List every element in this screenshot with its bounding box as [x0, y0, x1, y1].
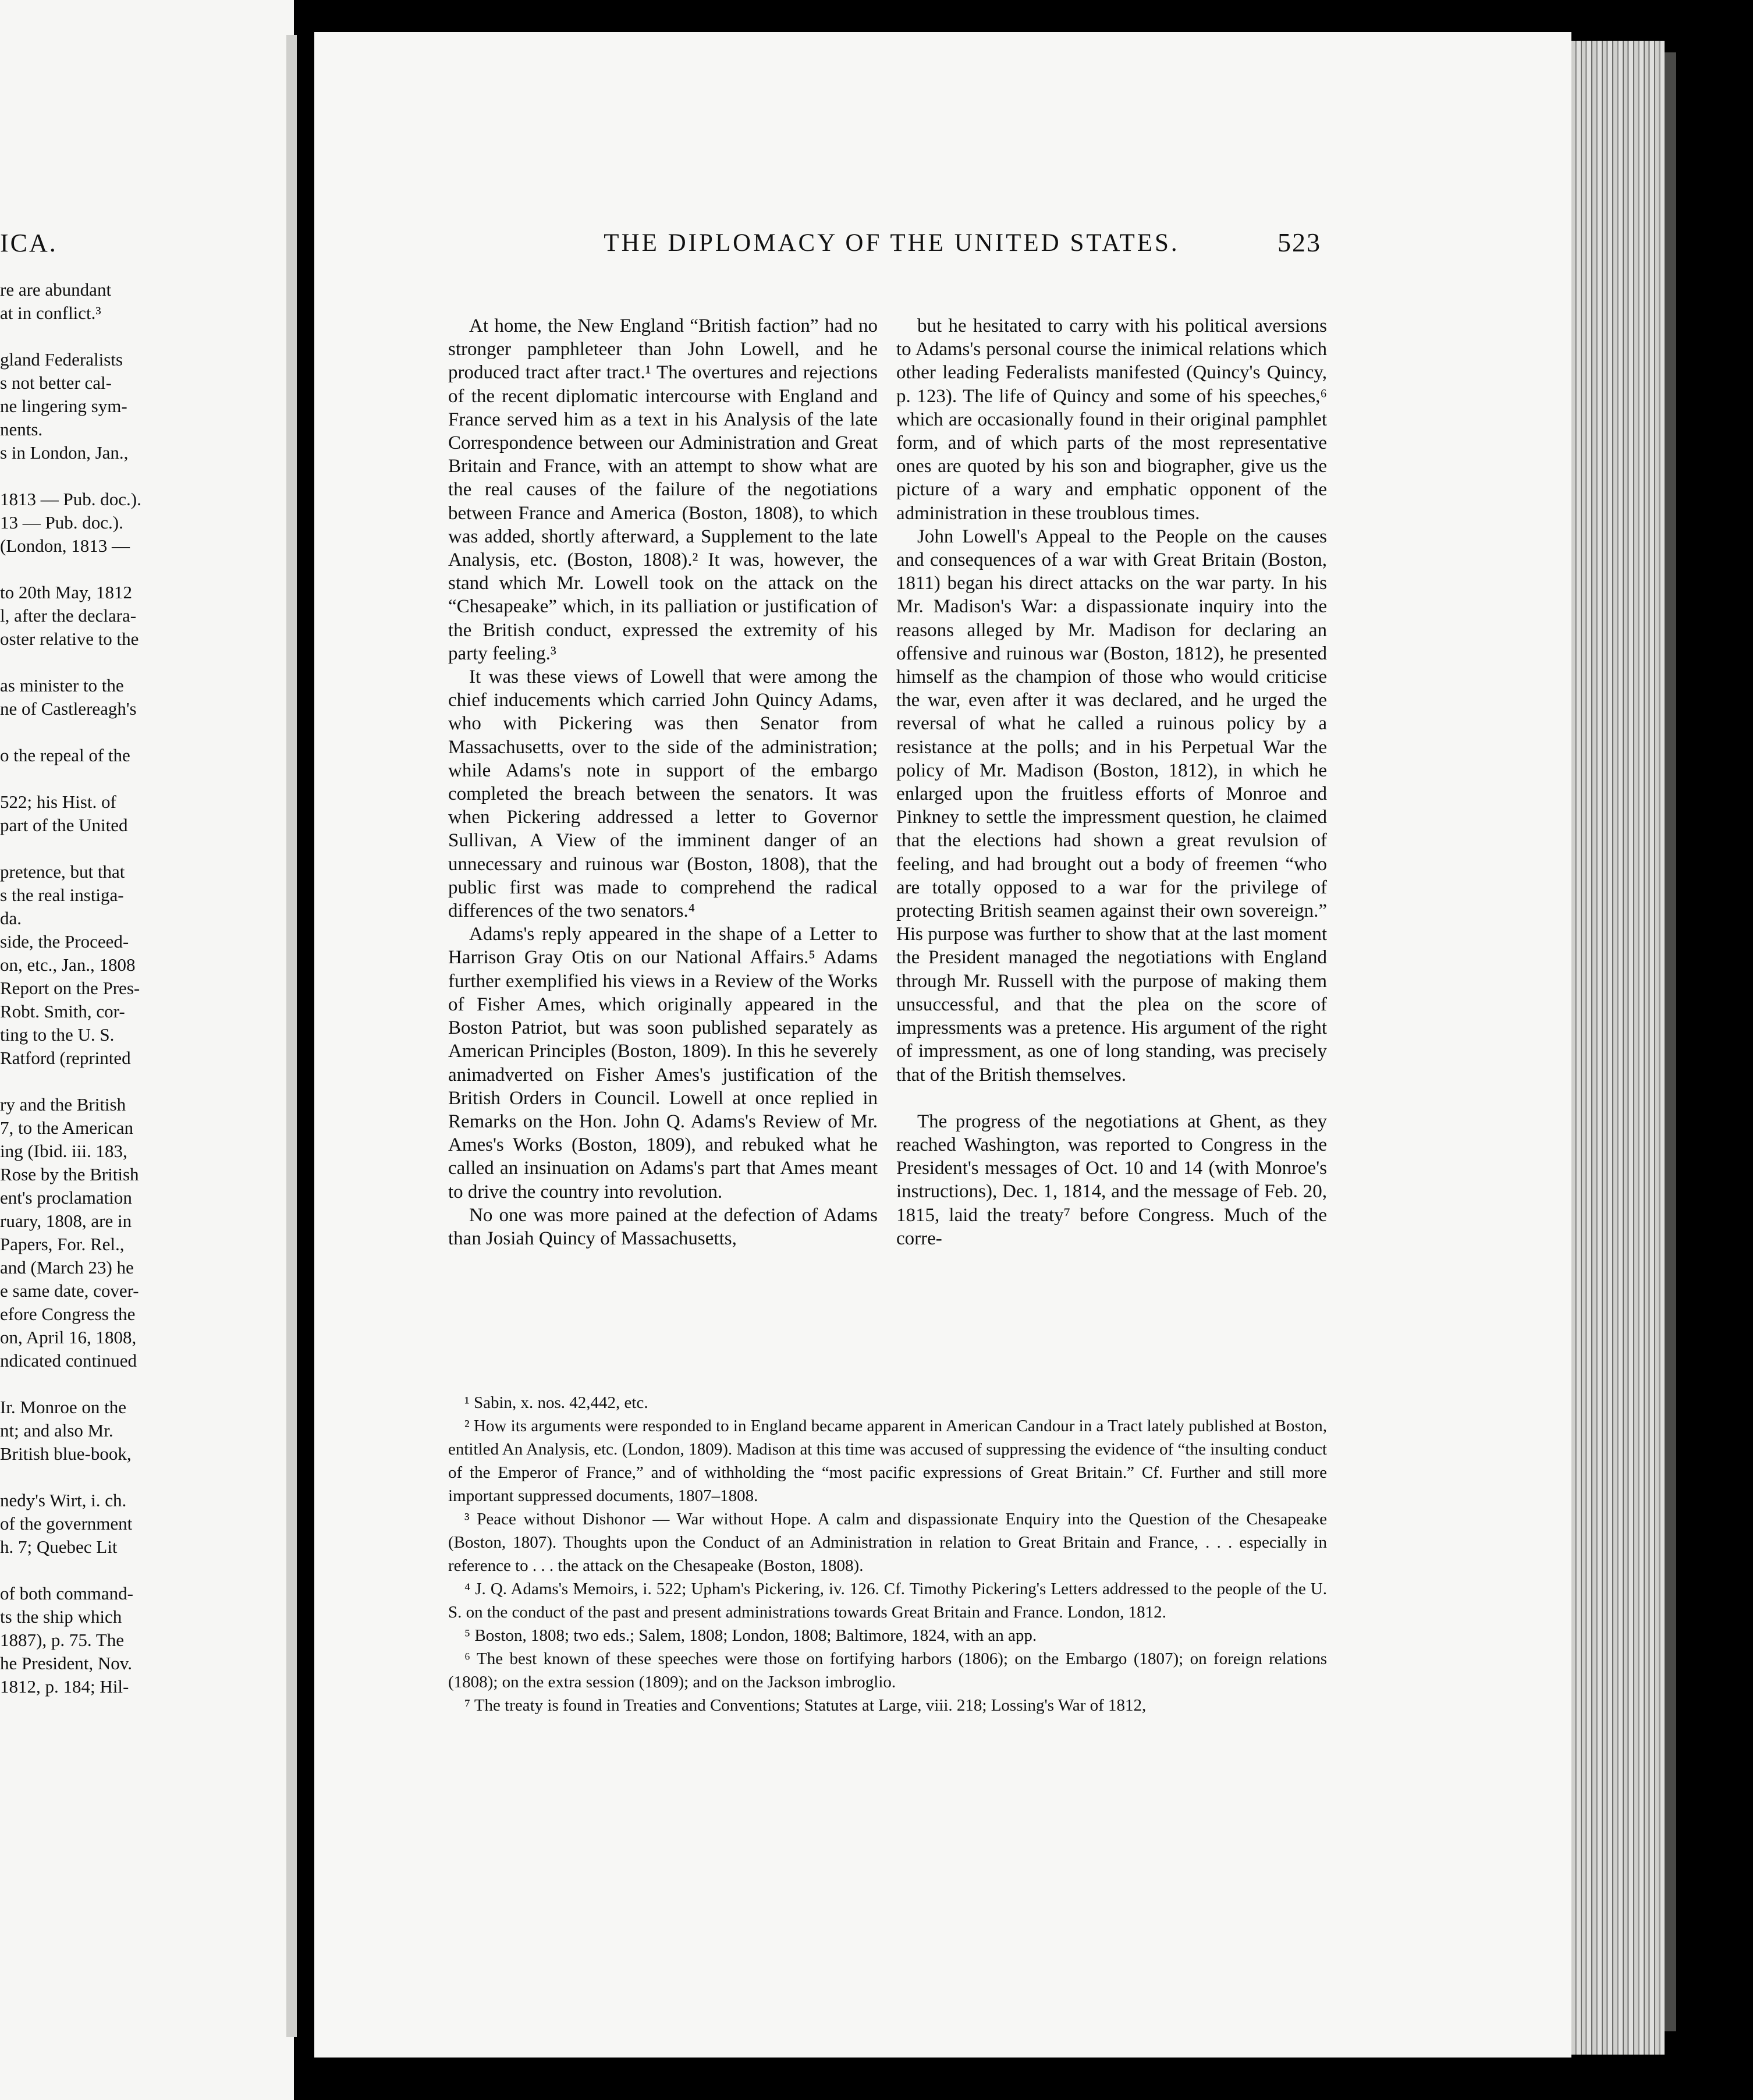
- left-page-line: Ir. Monroe on the: [0, 1397, 126, 1417]
- left-page-line: ruary, 1808, are in: [0, 1211, 132, 1231]
- left-page-line: ne of Castlereagh's: [0, 698, 137, 719]
- left-page-line: 522; his Hist. of: [0, 792, 116, 812]
- left-page-line: 1813 — Pub. doc.).: [0, 489, 141, 509]
- left-page-line: [0, 464, 148, 488]
- left-page-line: ne lingering sym-: [0, 396, 127, 416]
- paragraph: It was these views of Lowell that were among the chief inducements which carried John Quincy Adams, who with Pickering was then Senator from Massachusetts, over to the side of the administration; while Adams's note in support of the embargo completed the breach between the senators. It was when Pickering addressed a letter to Governor Sullivan, A View of the imminent danger of an unnecessary and ruinous war (Boston, 1808), that the public first was made to comprehend the radical differences of the two senators.⁴: [448, 666, 878, 922]
- text-column-right: [896, 314, 1327, 1250]
- left-page-line: at in conflict.³: [0, 303, 101, 323]
- left-page-line: [0, 837, 148, 860]
- left-page-line: [0, 651, 148, 674]
- footnote: ⁵ Boston, 1808; two eds.; Salem, 1808; London, 1808; Baltimore, 1824, with an app.: [464, 1626, 1037, 1645]
- left-page-line: [0, 767, 148, 790]
- left-page-line: nt; and also Mr.: [0, 1420, 113, 1441]
- left-page-line: Robt. Smith, cor-: [0, 1001, 125, 1021]
- left-page-line: side, the Proceed-: [0, 931, 129, 952]
- left-page-line: 1887), p. 75. The: [0, 1630, 124, 1650]
- left-page-line: on, etc., Jan., 1808: [0, 955, 136, 975]
- left-page-line: ry and the British: [0, 1094, 126, 1115]
- footnotes: [448, 1391, 1327, 1717]
- left-page-line: s the real instiga-: [0, 885, 124, 905]
- left-page-line: 7, to the American: [0, 1118, 133, 1138]
- left-page-line: e same date, cover-: [0, 1280, 139, 1301]
- left-page-line: ting to the U. S.: [0, 1024, 115, 1045]
- footnote: ⁷ The treaty is found in Treaties and Conventions; Statutes at Large, viii. 218; Lossing's War of 1812,: [464, 1696, 1147, 1715]
- right-page: [314, 32, 1571, 2058]
- left-page-line: ing (Ibid. iii. 183,: [0, 1141, 127, 1161]
- left-page-line: [0, 1466, 148, 1489]
- paragraph: John Lowell's Appeal to the People on the causes and consequences of a war with Great Britain (Boston, 1811) began his direct attacks on the war party. In his Mr. Madison's War: a dispassionate inquiry into the reasons alleged by Mr. Madison for declaring an offensive and ruinous war (Boston, 1812), he presented himself as the champion of those who would criticise the war, even after it was declared, and he urged the reversal of what he called a ruinous policy by a resistance at the polls; and in his Perpetual War the policy of Mr. Madison (Boston, 1812), in which he enlarged upon the fruitless efforts of Monroe and Pinkney to settle the impressment question, he claimed that the elections had shown a great revulsion of feeling, and had brought out a body of freemen “who are totally opposed to a war for the privilege of protecting British seamen against their own sovereign.” His purpose was further to show that at the last moment the President managed the negotiations with England through Mr. Russell with the purpose of making them unsuccessful, and that the plea on the score of impressments was a pretence. His argument of the right of impressment, as one of long standing, was precisely that of the British themselves.: [896, 526, 1327, 1086]
- left-page-line: ndicated continued: [0, 1350, 137, 1371]
- left-page-line: o the repeal of the: [0, 745, 130, 765]
- footnote: ¹ Sabin, x. nos. 42,442, etc.: [464, 1393, 648, 1412]
- footnote: ⁶ The best known of these speeches were those on fortifying harbors (1806); on the Embargo (1807); on foreign relations (1808); on the extra session (1809); and on the Jackson imbroglio.: [448, 1650, 1327, 1691]
- page-number: 523: [1278, 228, 1321, 257]
- left-page-line: to 20th May, 1812: [0, 582, 133, 602]
- left-page-line: Report on the Pres-: [0, 978, 140, 998]
- left-page-line: pretence, but that: [0, 861, 125, 882]
- left-page-line: 13 — Pub. doc.).: [0, 512, 123, 533]
- paragraph: No one was more pained at the defection of Adams than Josiah Quincy of Massachusetts,: [448, 1204, 878, 1249]
- left-page-line: of the government: [0, 1513, 133, 1534]
- left-page-line: [0, 1070, 148, 1093]
- text-column-left: [448, 314, 878, 1250]
- left-page-line: Ratford (reprinted: [0, 1048, 131, 1068]
- footnote: ³ Peace without Dishonor — War without Hope. A calm and dispassionate Enquiry into the Question of the Chesapeake (Boston, 1807). Thoughts upon the Conduct of an Administration in relation to Great Britain and France, . . . especially in reference to . . . the attack on the Chesapeake (Boston, 1808).: [448, 1510, 1327, 1575]
- left-page-line: Papers, For. Rel.,: [0, 1234, 125, 1254]
- left-page-line: [0, 325, 148, 348]
- left-page-line: [0, 1559, 148, 1582]
- left-page-header: ICA.: [0, 229, 58, 257]
- left-page-line: ts the ship which: [0, 1606, 122, 1627]
- running-head: THE DIPLOMACY OF THE UNITED STATES.: [604, 229, 1180, 257]
- left-page-line: da.: [0, 908, 22, 928]
- left-page-line: ent's proclamation: [0, 1187, 132, 1208]
- left-page-line: gland Federalists: [0, 349, 123, 370]
- left-page-edge: [286, 35, 297, 2037]
- left-page-line: h. 7; Quebec Lit: [0, 1537, 118, 1557]
- book-binding-edge: [1665, 52, 1676, 2031]
- paragraph: Adams's reply appeared in the shape of a Letter to Harrison Gray Otis on our National Affairs.⁵ Adams further exemplified his views in a Review of the Works of Fisher Ames, which originally appeared in the Boston Patriot, but was soon published separately as American Principles (Boston, 1809). In this he severely animadverted on Fisher Ames's justification of the British Orders in Council. Lowell at once replied in Remarks on the Hon. John Q. Adams's Review of Mr. Ames's Works (Boston, 1809), and rebuked what he called an insinuation on Adams's part that Ames meant to drive the country into revolution.: [448, 924, 878, 1202]
- left-page-line: and (March 23) he: [0, 1257, 134, 1278]
- left-page-line: oster relative to the: [0, 629, 139, 649]
- left-page-line: part of the United: [0, 815, 128, 835]
- left-page-line: Rose by the British: [0, 1164, 139, 1184]
- paragraph: At home, the New England “British faction” had no stronger pamphleteer than John Lowell, and he produced tract after tract.¹ The overtures and rejections of the recent diplomatic intercourse with England and France served him as a text in his Analysis of the late Correspondence between our Administration and Great Britain and France, with an attempt to show what are the real causes of the failure of the negotiations between France and America (Boston, 1808), to which was added, shortly afterward, a Supplement to the late Analysis, etc. (Boston, 1808).² It was, however, the stand which Mr. Lowell took on the attack on the “Chesapeake” which, in its palliation or justification of the British conduct, expressed the extremity of his party feeling.³: [448, 315, 878, 664]
- left-page-line: [0, 721, 148, 744]
- left-page-line: s in London, Jan.,: [0, 442, 129, 463]
- left-page-line: s not better cal-: [0, 373, 112, 393]
- left-page-line: nedy's Wirt, i. ch.: [0, 1490, 127, 1510]
- left-page-line: British blue-book,: [0, 1443, 132, 1464]
- left-page-line: of both command-: [0, 1583, 134, 1604]
- footnote: ² How its arguments were responded to in England became apparent in American Candour in a Tract lately published at Boston, entitled An Analysis, etc. (London, 1809). Madison at this time was accused of suppressing the evidence of “the insulting conduct of the Emperor of France,” and of withholding the “most pacific expressions of Great Britain.” Cf. Further and still more important suppressed documents, 1807–1808.: [448, 1417, 1327, 1505]
- left-page: [0, 0, 294, 2100]
- left-page-line: (London, 1813 —: [0, 535, 130, 556]
- left-page-text: [0, 278, 148, 1698]
- left-page-line: 1812, p. 184; Hil-: [0, 1676, 129, 1697]
- left-page-line: [0, 1372, 148, 1396]
- left-page-line: [0, 558, 148, 581]
- left-page-line: l, after the declara-: [0, 605, 137, 626]
- left-page-line: re are abundant: [0, 279, 112, 300]
- paragraph: but he hesitated to carry with his political aversions to Adams's personal course the inimical relations which other leading Federalists manifested (Quincy's Quincy, p. 123). The life of Quincy and some of his speeches,⁶ which are occasionally found in their original pamphlet form, and of which parts of the most representative ones are quoted by his son and biographer, give us the picture of a wary and emphatic opponent of the administration in these troublous times.: [896, 315, 1327, 524]
- footnote: ⁴ J. Q. Adams's Memoirs, i. 522; Upham's Pickering, iv. 126. Cf. Timothy Pickering's Letters addressed to the people of the U. S. on the conduct of the past and present administrations towards Great Britain and France. London, 1812.: [448, 1580, 1327, 1622]
- left-page-line: he President, Nov.: [0, 1653, 133, 1673]
- right-page-edge: [1571, 41, 1665, 2055]
- left-page-line: efore Congress the: [0, 1304, 136, 1324]
- left-page-line: on, April 16, 1808,: [0, 1327, 137, 1347]
- left-page-line: nents.: [0, 419, 43, 439]
- paragraph: The progress of the negotiations at Ghent, as they reached Washington, was reported to Congress in the President's messages of Oct. 10 and 14 (with Monroe's instructions), Dec. 1, 1814, and the message of Feb. 20, 1815, laid the treaty⁷ before Congress. Much of the corre-: [896, 1111, 1327, 1249]
- left-page-line: as minister to the: [0, 675, 124, 696]
